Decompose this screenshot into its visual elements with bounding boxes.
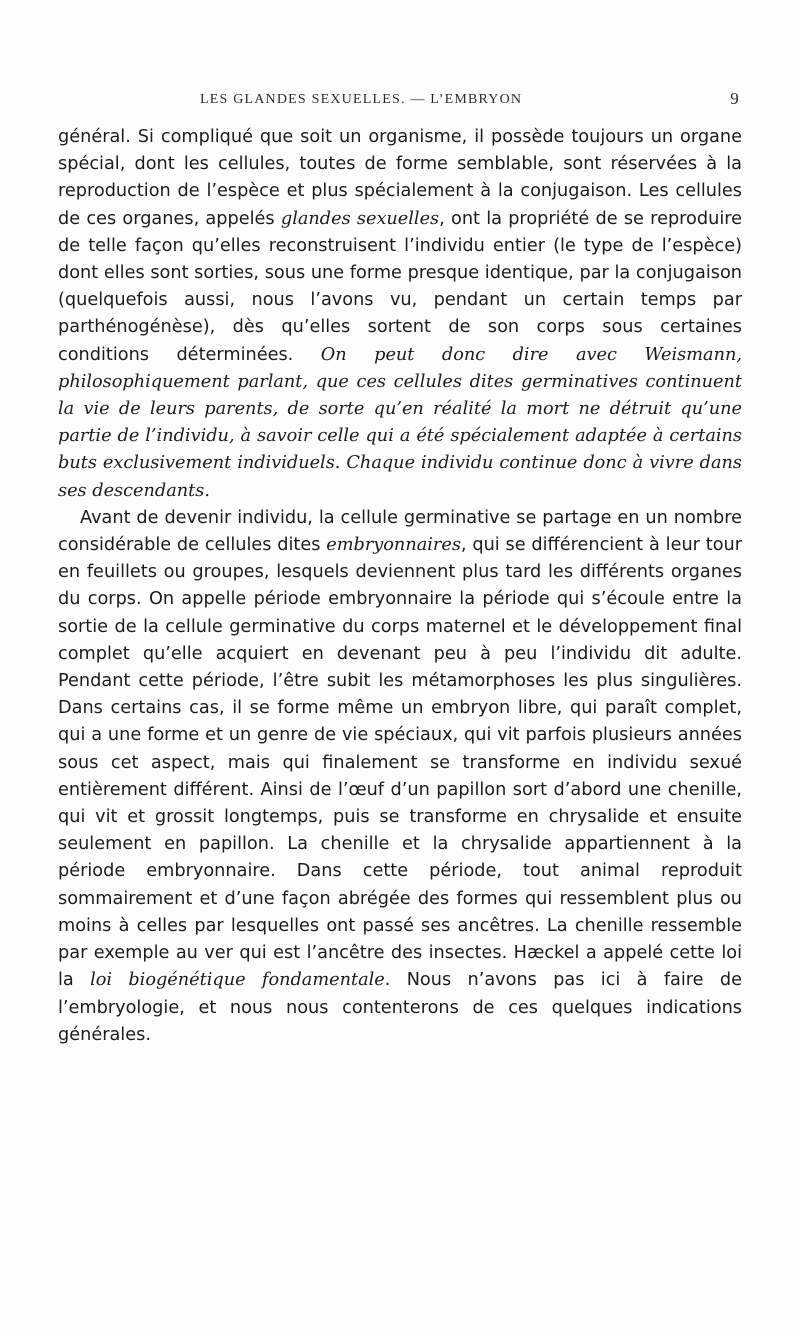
p1-text-1: général. Si compliqué que soit un organisme, il possède toujours un organe spécial, dont les cellules, toutes de forme semblable, sont réservées à la reproduction de l’espèce et plus spécialement à la conjugaison. Les cellules de ces organes, appelés [58,127,742,229]
p2-text-1: Avant de devenir individu, la cellule germinative se partage en un nombre considérable de cellules dites [58,507,742,556]
p2-text-3: . Nous n’avons pas ici à faire de l’embryologie, et nous nous contenterons de ces quelques indications générales. [58,970,742,1045]
p1-italic-2: On peut donc dire avec Weismann, philosophiquement parlant, que ces cellules dites germinatives continuent la vie de leurs parents, de sorte qu’en réalité la mort ne détruit qu’une partie de l’individu, à savoir celle qui a été spécialement adaptée à certains buts exclusivement individuels. Chaque individu continue donc à vivre dans ses descendants. [58,344,742,501]
p2-italic-1: embryonnaires [326,535,461,556]
p2-italic-2: loi biogénétique fondamentale [90,970,385,991]
p2-text-2: , qui se différencient à leur tour en feuillets ou groupes, lesquels deviennent plus tard les différents organes du corps. On appelle période embryonnaire la période qui s’écoule entre la sortie de la cellule germinative du corps maternel et le développement final complet qu’elle acquiert en devenant peu à peu l’individu dit adulte. Pendant cette période, l’être subit les métamorphoses les plus singulières. Dans certains cas, il se forme même un embryon libre, qui paraît complet, qui a une forme et un genre de vie spéciaux, qui vit parfois plusieurs années sous cet aspect, mais qui finalement se transforme en individu sexué entièrement différent. Ainsi de l’œuf d’un papillon sort d’abord une chenille, qui vit et grossit longtemps, puis se transforme en chrysalide et ensuite seulement en papillon. La chenille et la chrysalide appartiennent à la période embryonnaire. Dans cette période, tout animal reproduit sommairement et d’une façon abrégée des formes qui ressemblent plus ou moins à celles par lesquelles ont passé ses ancêtres. La chenille ressemble par exemple au ver qui est l’ancêtre des insectes. Hæckel a appelé cette loi la [58,535,742,991]
p1-text-2: , ont la propriété de se reproduire de telle façon qu’elles reconstruisent l’individu entier (le type de l’espèce) dont elles sont sorties, sous une forme presque identique, par la conjugaison (quelquefois aussi, nous l’avons vu, pendant un certain temps par parthénogénèse), dès qu’elles sortent de son corps sous certaines conditions déterminées. [58,208,742,365]
running-title: LES GLANDES SEXUELLES. — L’EMBRYON [200,92,523,107]
body-text [58,124,742,1049]
paragraph-1 [58,124,742,505]
page-number: 9 [730,89,740,108]
paragraph-2 [58,505,742,1049]
p1-italic-1: glandes sexuelles [280,208,440,229]
